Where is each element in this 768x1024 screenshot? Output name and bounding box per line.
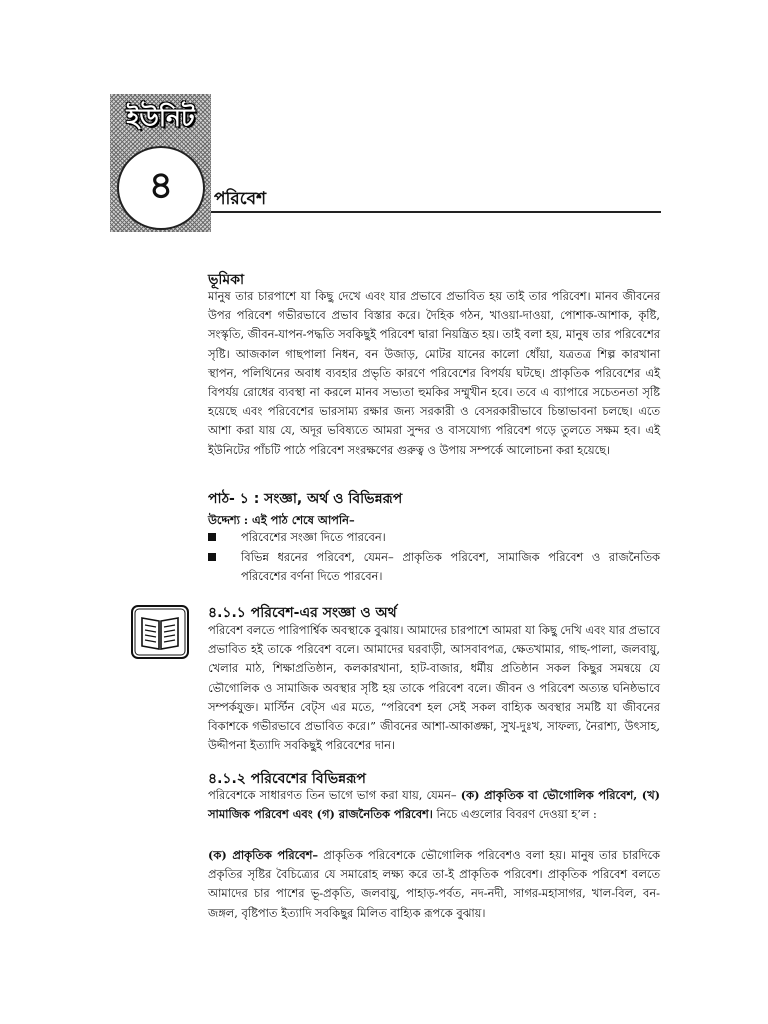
objective-label: উদ্দেশ্য : এই পাঠ শেষে আপনি– <box>208 513 355 527</box>
objective-text: বিভিন্ন ধরনের পরিবেশ, যেমন– প্রাকৃতিক পরিবেশ, সামাজিক পরিবেশ ও রাজনৈতিক পরিবেশের বর্ণনা দিতে পারবেন। <box>241 550 660 584</box>
objective-text: পরিবেশের সংজ্ঞা দিতে পারবেন। <box>241 530 386 544</box>
objective-item <box>208 528 660 548</box>
types-list-bold: (ক) প্রাকৃতিক বা ভৌগোলিক পরিবেশ, (খ) সামাজিক পরিবেশ এবং (গ) রাজনৈতিক পরিবেশ। <box>208 788 660 822</box>
open-book-icon <box>131 605 189 659</box>
section-heading-types: ৪.১.২ পরিবেশের বিভিন্নরূপ <box>208 771 366 787</box>
bullet-square-icon <box>208 533 216 541</box>
objective-item <box>208 548 660 588</box>
lesson-heading: পাঠ- ১ : সংজ্ঞা, অর্থ ও বিভিন্নরূপ <box>208 491 403 507</box>
unit-title: পরিবেশ <box>214 189 267 209</box>
types-intro-tail: নিচে এগুলোর বিবরণ দেওয়া হ’ল : <box>432 807 597 822</box>
section-heading-definition: ৪.১.১ পরিবেশ-এর সংজ্ঞা ও অর্থ <box>208 605 397 621</box>
unit-number: ৪ <box>117 146 205 230</box>
definition-paragraph: পরিবেশ বলতে পারিপার্শ্বিক অবস্থাকে বুঝায়। আমাদের চারপাশে আমরা যা কিছু দেখি এবং যার প্রভাবে প্রভাবিত হই তাকে পরিবেশ বলে। আমাদের ঘরবাড়ী, আসবাবপত্র, ক্ষেতখামার, গাছ-পালা, জলবায়ু, খেলার মাঠ, শিক্ষাপ্রতিষ্ঠান, কলকারখানা, হাট-বাজার, ধর্মীয় প্রতিষ্ঠান সকল কিছুর সমন্বয়ে যে ভৌগোলিক ও সামাজিক অবস্থার সৃষ্টি হয় তাকে পরিবেশ বলে। জীবন ও পরিবেশ অত্যন্ত ঘনিষ্ঠভাবে সম্পর্কযুক্ত। মার্স্টিন বেট্স এর মতে, “পরিবেশ হল সেই সকল বাহ্যিক অবস্থার সমষ্টি যা জীবনের বিকাশকে গভীরভাবে প্রভাবিত করে।” জীবনের আশা-আকাঙ্ক্ষা, সুখ-দুঃখ, সাফল্য, নৈরাশ্য, উৎসাহ, উদ্দীপনা ইত্যাদি সবকিছুই পরিবেশের দান। <box>208 623 660 753</box>
title-rule <box>211 211 661 213</box>
types-intro-paragraph <box>208 786 660 824</box>
intro-paragraph: মানুষ তার চারপাশে যা কিছু দেখে এবং যার প্রভাবে প্রভাবিত হয় তাই তার পরিবেশ। মানব জীবনের উপর পরিবেশ গভীরভাবে প্রভাব বিস্তার করে। দৈহিক গঠন, খাওয়া-দাওয়া, পোশাক-আশাক, কৃষ্টি, সংস্কৃতি, জীবন-যাপন-পদ্ধতি সবকিছুই পরিবেশ দ্বারা নিয়ন্ত্রিত হয়। তাই বলা হয়, মানুষ তার পরিবেশের সৃষ্টি। আজকাল গাছপালা নিধন, বন উজাড়, মোটর যানের কালো ধোঁয়া, যত্রতত্র শিল্প কারখানা স্থাপন, পলিথিনের অবাধ ব্যবহার প্রভৃতি কারণে পরিবেশের বিপর্যয় ঘটছে। প্রাকৃতিক পরিবেশের এই বিপর্যয় রোধের ব্যবস্থা না করলে মানব সভ্যতা হুমকির সম্মুখীন হবে। তবে এ ব্যাপারে সচেতনতা সৃষ্টি হয়েছে এবং পরিবেশের ভারসাম্য রক্ষার জন্য সরকারী ও বেসরকারীভাবে চিন্তাভাবনা চলছে। এতে আশা করা যায় যে, অদূর ভবিষ্যতে আমরা সুন্দর ও বাসযোগ্য পরিবেশ গড়ে তুলতে সক্ষম হব। এই ইউনিটের পাঁচটি পাঠে পরিবেশ সংরক্ষণের গুরুত্ব ও উপায় সম্পর্কে আলোচনা করা হয়েছে। <box>208 289 660 457</box>
natural-environment-term: (ক) প্রাকৃতিক পরিবেশ– <box>208 848 319 862</box>
types-intro-text: পরিবেশকে সাধারণত তিন ভাগে ভাগ করা যায়, যেমন– <box>208 788 461 802</box>
natural-environment-paragraph <box>208 846 660 923</box>
bullet-square-icon <box>208 553 216 561</box>
unit-label: ইউনিট <box>126 103 195 132</box>
natural-environment-text: প্রাকৃতিক পরিবেশকে ভৌগোলিক পরিবেশও বলা হয়। মানুষ তার চারদিকে প্রকৃতির সৃষ্টির বৈচিত্র্যের যে সমারোহ লক্ষ্য করে তা-ই প্রাকৃতিক পরিবেশ। প্রাকৃতিক পরিবেশ বলতে আমাদের চার পাশের ভূ-প্রকৃতি, জলবায়ু, পাহাড়-পর্বত, নদ-নদী, সাগর-মহাসাগর, খাল-বিল, বন-জঙ্গল, বৃষ্টিপাত ইত্যাদি সবকিছুর মিলিত বাহ্যিক রূপকে বুঝায়। <box>208 848 660 920</box>
intro-heading: ভূমিকা <box>208 272 245 288</box>
